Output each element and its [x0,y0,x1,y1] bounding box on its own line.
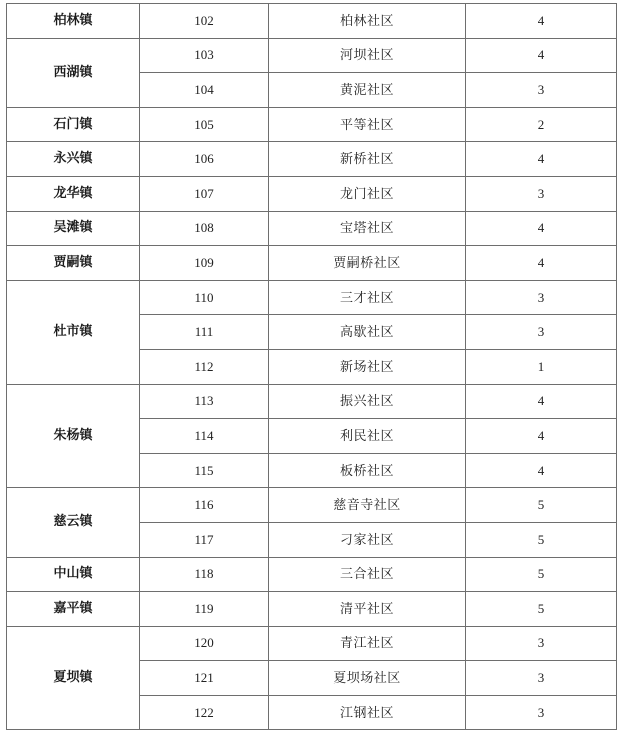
count-cell: 4 [466,211,617,246]
table-row [7,557,617,592]
community-name-cell: 河坝社区 [269,38,466,73]
table-row [7,280,617,315]
town-name-cell: 夏坝镇 [7,626,140,730]
count-cell: 5 [466,522,617,557]
community-name-cell: 振兴社区 [269,384,466,419]
count-cell: 4 [466,4,617,39]
table-row [7,142,617,177]
community-name-cell: 宝塔社区 [269,211,466,246]
number-cell: 116 [140,488,269,523]
community-name-cell: 柏林社区 [269,4,466,39]
community-name-cell: 黄泥社区 [269,73,466,108]
table-row [7,38,617,73]
table-row [7,107,617,142]
count-cell: 4 [466,384,617,419]
town-name-cell: 柏林镇 [7,4,140,39]
town-name-cell: 龙华镇 [7,176,140,211]
community-name-cell: 平等社区 [269,107,466,142]
town-name-cell: 慈云镇 [7,488,140,557]
community-name-cell: 利民社区 [269,419,466,454]
number-cell: 108 [140,211,269,246]
count-cell: 4 [466,142,617,177]
count-cell: 1 [466,349,617,384]
table-body [7,4,617,730]
count-cell: 3 [466,626,617,661]
count-cell: 4 [466,453,617,488]
community-name-cell: 新桥社区 [269,142,466,177]
community-name-cell: 三合社区 [269,557,466,592]
town-name-cell: 中山镇 [7,557,140,592]
count-cell: 4 [466,246,617,281]
number-cell: 115 [140,453,269,488]
count-cell: 5 [466,557,617,592]
number-cell: 104 [140,73,269,108]
number-cell: 111 [140,315,269,350]
count-cell: 4 [466,419,617,454]
count-cell: 3 [466,661,617,696]
community-name-cell: 青江社区 [269,626,466,661]
number-cell: 113 [140,384,269,419]
count-cell: 4 [466,38,617,73]
community-name-cell: 新场社区 [269,349,466,384]
community-name-cell: 夏坝场社区 [269,661,466,696]
table-row [7,176,617,211]
table-row [7,211,617,246]
town-name-cell: 永兴镇 [7,142,140,177]
table-row [7,246,617,281]
table-row [7,488,617,523]
count-cell: 3 [466,176,617,211]
table-row [7,384,617,419]
number-cell: 112 [140,349,269,384]
table-row [7,4,617,39]
number-cell: 110 [140,280,269,315]
count-cell: 5 [466,592,617,627]
town-name-cell: 吴滩镇 [7,211,140,246]
town-name-cell: 杜市镇 [7,280,140,384]
town-name-cell: 朱杨镇 [7,384,140,488]
number-cell: 120 [140,626,269,661]
number-cell: 105 [140,107,269,142]
count-cell: 3 [466,695,617,730]
community-name-cell: 刁家社区 [269,522,466,557]
town-name-cell: 西湖镇 [7,38,140,107]
number-cell: 107 [140,176,269,211]
number-cell: 121 [140,661,269,696]
number-cell: 114 [140,419,269,454]
community-name-cell: 龙门社区 [269,176,466,211]
table-row [7,592,617,627]
number-cell: 109 [140,246,269,281]
number-cell: 122 [140,695,269,730]
count-cell: 3 [466,315,617,350]
count-cell: 3 [466,73,617,108]
number-cell: 118 [140,557,269,592]
number-cell: 106 [140,142,269,177]
town-name-cell: 嘉平镇 [7,592,140,627]
number-cell: 117 [140,522,269,557]
community-name-cell: 江钢社区 [269,695,466,730]
number-cell: 103 [140,38,269,73]
community-table [6,3,617,730]
table-row [7,626,617,661]
number-cell: 102 [140,4,269,39]
community-name-cell: 板桥社区 [269,453,466,488]
community-name-cell: 慈音寺社区 [269,488,466,523]
count-cell: 2 [466,107,617,142]
count-cell: 3 [466,280,617,315]
community-name-cell: 清平社区 [269,592,466,627]
town-name-cell: 石门镇 [7,107,140,142]
town-name-cell: 贾嗣镇 [7,246,140,281]
community-name-cell: 贾嗣桥社区 [269,246,466,281]
community-name-cell: 三才社区 [269,280,466,315]
count-cell: 5 [466,488,617,523]
number-cell: 119 [140,592,269,627]
community-name-cell: 高歇社区 [269,315,466,350]
